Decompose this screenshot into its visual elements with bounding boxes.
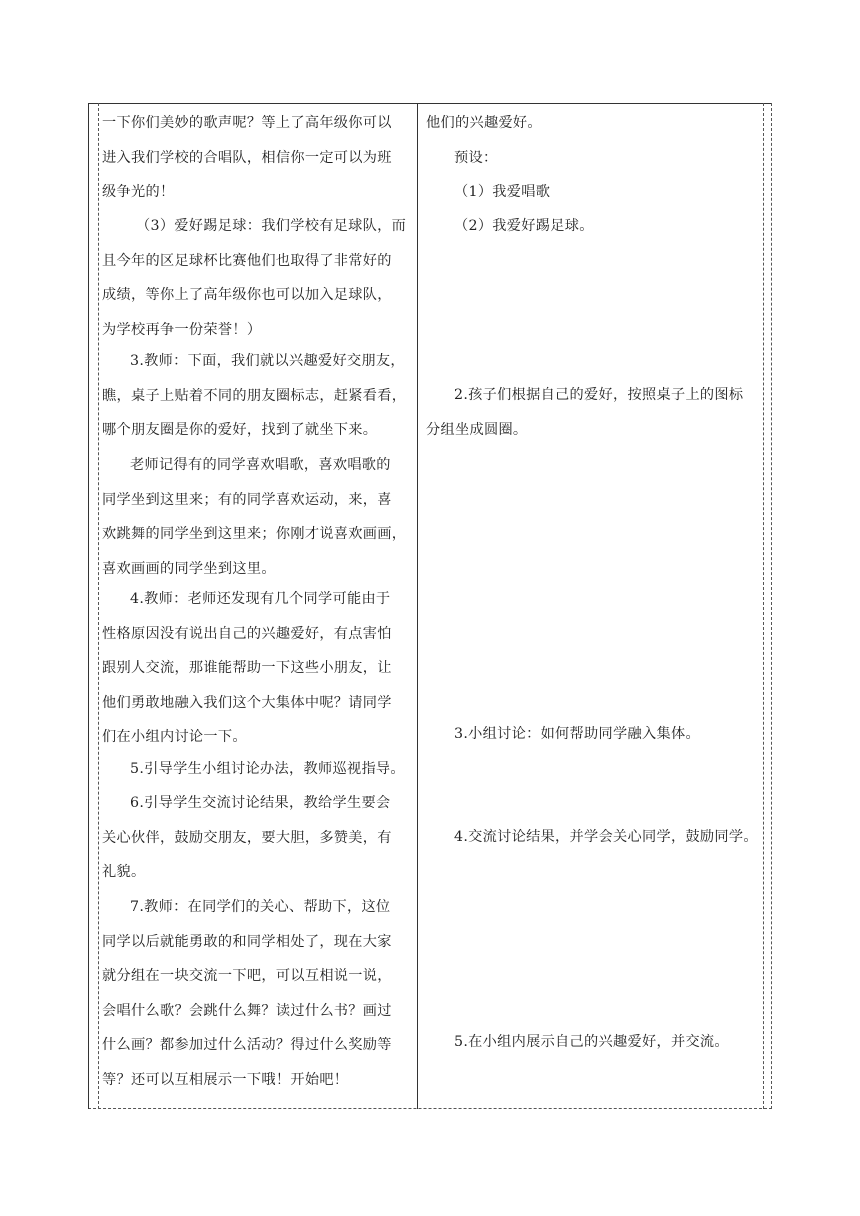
text-line: 分组坐成圆圈。 <box>426 421 528 438</box>
text-line: 预设： <box>454 150 498 166</box>
text-line: 且今年的区足球杯比赛他们也取得了非常好的 <box>102 252 392 269</box>
text-line: （3）爱好踢足球：我们学校有足球队，而 <box>136 218 407 234</box>
text-line: 进入我们学校的合唱队，相信你一定可以为班 <box>102 149 392 166</box>
text-line: 成绩，等你上了高年级你也可以加入足球队， <box>102 287 392 303</box>
text-line: 礼貌。 <box>102 864 146 880</box>
paragraph-football <box>102 209 414 347</box>
text-line: 跟别人交流，那谁能帮助一下这些小朋友，让 <box>102 660 392 676</box>
text-line: 2.孩子们根据自己的爱好，按照桌子上的图标 <box>454 387 744 403</box>
text-line: 3.小组讨论：如何帮助同学融入集体。 <box>454 726 700 742</box>
table-right-inner-border <box>763 103 764 1109</box>
text-line: 什么画？都参加过什么活动？得过什么奖励等 <box>102 1037 392 1053</box>
text-line: 同学以后就能勇敢的和同学相处了，现在大家 <box>102 933 392 950</box>
text-line: （1）我爱唱歌 <box>454 184 551 200</box>
paragraph-seating <box>102 448 414 586</box>
table-top-border <box>88 103 772 104</box>
text-line: 瞧，桌子上贴着不同的朋友圈标志，赶紧看看， <box>102 387 407 404</box>
paragraph-singing-continued <box>102 106 414 210</box>
text-line: 4.教师：老师还发现有几个同学可能由于 <box>130 591 391 607</box>
paragraph-step-6 <box>102 786 414 890</box>
table-bottom-border <box>88 1108 772 1109</box>
table-left-inner-border <box>98 103 99 1109</box>
text-line: 哪个朋友圈是你的爱好，找到了就坐下来。 <box>102 422 378 438</box>
text-line: 5.引导学生小组讨论办法，教师巡视指导。 <box>130 761 405 777</box>
text-line: 他们勇敢地融入我们这个大集体中呢？请同学 <box>102 694 392 711</box>
text-line: 喜欢画画的同学坐到这里。 <box>102 560 276 577</box>
text-line: 3.教师：下面，我们就以兴趣爱好交朋友， <box>130 353 405 369</box>
lesson-plan-table <box>88 103 772 1109</box>
text-line: 5.在小组内展示自己的兴趣爱好，并交流。 <box>454 1034 729 1050</box>
text-line: 就分组在一块交流一下吧，可以互相说一说， <box>102 968 392 984</box>
text-line: 他们的兴趣爱好。 <box>426 115 542 131</box>
text-line: 6.引导学生交流讨论结果，教给学生要会 <box>130 795 391 811</box>
text-line: （2）我爱好踢足球。 <box>454 218 594 234</box>
paragraph-step-4 <box>102 582 414 755</box>
table-left-border <box>88 103 89 1109</box>
paragraph-step-7 <box>102 890 414 1097</box>
text-line: 同学坐到这里来；有的同学喜欢运动，来，喜 <box>102 491 392 508</box>
text-line: 为学校再争一份荣誉！） <box>102 321 262 338</box>
text-line: 一下你们美妙的歌声呢？等上了高年级你可以 <box>102 115 392 131</box>
paragraph-step-3 <box>102 344 414 448</box>
column-divider <box>417 103 418 1109</box>
text-line: 7.教师：在同学们的关心、帮助下，这位 <box>130 899 391 915</box>
text-line: 老师记得有的同学喜欢唱歌，喜欢唱歌的 <box>130 457 391 473</box>
paragraph-grouping <box>426 378 756 447</box>
text-line: 性格原因没有说出自己的兴趣爱好，有点害怕 <box>102 625 392 642</box>
text-line: 会唱什么歌？会跳什么舞？读过什么书？画过 <box>102 1002 392 1019</box>
text-line: 欢跳舞的同学坐到这里来；你刚才说喜欢画画， <box>102 526 407 542</box>
table-right-border <box>771 103 772 1109</box>
text-line: 们在小组内讨论一下。 <box>102 729 247 745</box>
text-line: 关心伙伴，鼓励交朋友，要大胆，多赞美，有 <box>102 829 392 846</box>
text-line: 等？还可以互相展示一下哦！开始吧！ <box>102 1071 349 1088</box>
text-line: 级争光的！ <box>102 184 175 200</box>
paragraph-step-5 <box>102 752 414 787</box>
text-line: 4.交流讨论结果，并学会关心同学，鼓励同学。 <box>454 829 758 845</box>
